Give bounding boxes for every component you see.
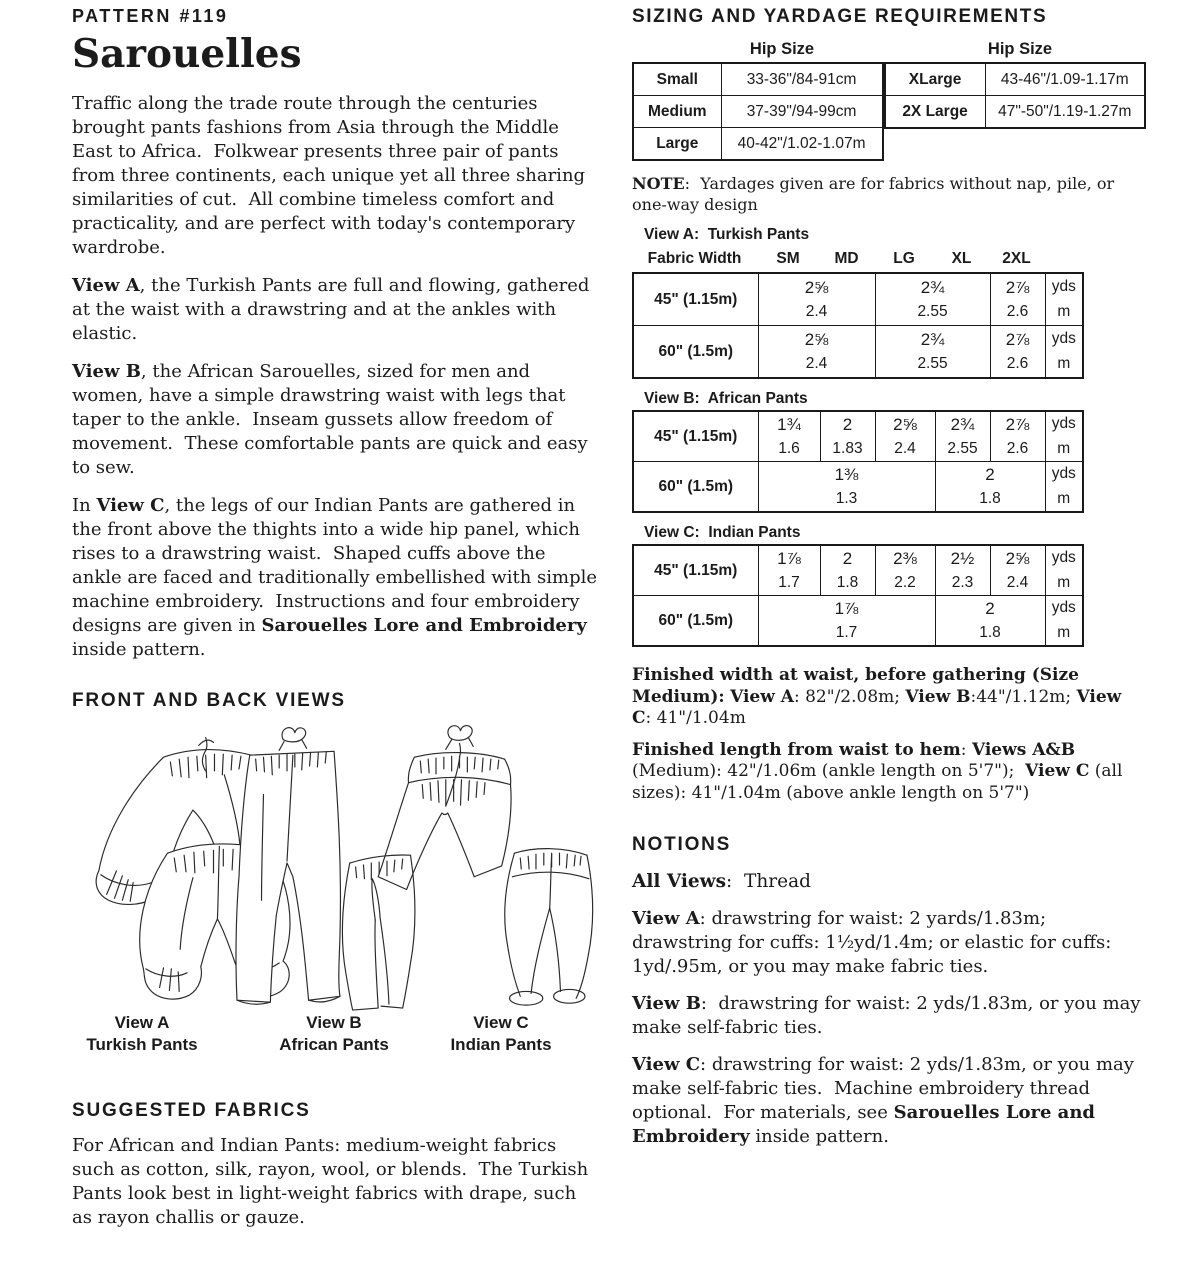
view-c-label: View C Indian Pants [450, 1013, 552, 1054]
notions-all-views: All Views: Thread [632, 871, 811, 892]
unit-cell: yds m [1045, 462, 1083, 513]
unit-cell: yds m [1045, 545, 1083, 596]
drawing-labels [72, 1012, 600, 1056]
notions-view-c: View C: drawstring for waist: 2 yds/1.83m, or you may make self-fabric ties. Machine embroidery thread optional. For materials, see Sarouelles Lore and Embroidery inside pattern. [632, 1054, 1140, 1147]
left-column [72, 6, 603, 1230]
cell-2xl: 2⅞ 2.6 [990, 273, 1045, 326]
hip-size-label-left: Hip Size [749, 40, 815, 58]
view-a-table-title: View A: Turkish Pants [644, 226, 810, 243]
cell-xl: 2½ 2.3 [935, 545, 990, 596]
table-row: Small 33-36"/84-91cm [633, 63, 883, 96]
pattern-number: PATTERN #119 [72, 6, 229, 26]
table-row: 45" (1.15m) 1¾ 1.6 2 1.83 2⅝ 2.4 2¾ 2.55 2⅞ 2.6 yds m [633, 411, 1083, 462]
finished-length-note: Finished length from waist to hem: Views A&B (Medium): 42"/1.06m (ankle length on 5'7"); View C (all sizes): 41"/1.04m (above ankle length on 5'7") [632, 739, 1128, 803]
pants-line-drawing [72, 716, 602, 1012]
hip-size-label-right: Hip Size [987, 40, 1053, 58]
table-row: XLarge 43-46"/1.09-1.17m [885, 63, 1145, 96]
notions-heading: NOTIONS [632, 834, 732, 855]
unit-cell: yds m [1045, 411, 1083, 462]
front-back-views-illustration [72, 716, 600, 1012]
cell-xl-2xl: 2 1.8 [935, 596, 1045, 647]
hip-size-tables [632, 62, 1146, 161]
table-row: 60" (1.5m) 1⅞ 1.7 2 1.8 yds m [633, 596, 1083, 647]
front-back-views-heading: FRONT AND BACK VIEWS [72, 690, 346, 711]
table-row: Medium 37-39"/94-99cm [633, 96, 883, 128]
table-row: Large 40-42"/1.02-1.07m [633, 128, 883, 161]
notions-view-a: View A: drawstring for waist: 2 yards/1.83m; drawstring for cuffs: 1½yd/1.4m; or elastic for cuffs: 1yd/.95m, or you may make fabric ties. [632, 908, 1118, 977]
view-c-yardage-table [632, 544, 1084, 647]
cell-sm-lg: 1⅜ 1.3 [758, 462, 935, 513]
table-row: 60" (1.5m) 2⅝ 2.4 2¾ 2.55 2⅞ 2.6 yds m [633, 326, 1083, 379]
cell-lg: 2⅜ 2.2 [875, 545, 935, 596]
unit-cell: yds m [1045, 326, 1083, 379]
view-b-label: View B African Pants [279, 1013, 389, 1054]
right-column [632, 6, 1146, 1149]
view-a-yardage-table [632, 272, 1084, 379]
unit-cell: yds m [1045, 273, 1083, 326]
view-c-description: In View C, the legs of our Indian Pants are gathered in the front above the thights into a wide hip panel, which rises to a drawstring waist. Shaped cuffs above the ankle are faced and traditionally embellished with simple machine embroidery. Instructions and four embroidery designs are given in Sarouelles Lore and Embroidery inside pattern. [72, 495, 603, 660]
view-b-drawing [236, 728, 415, 1010]
hip-size-table-xlarge-2xlarge [884, 62, 1146, 129]
page-title: Sarouelles [72, 31, 302, 77]
cell-2xl: 2⅝ 2.4 [990, 545, 1045, 596]
cell-2xl: 2⅞ 2.6 [990, 411, 1045, 462]
cell-sm: 1⅞ 1.7 [758, 545, 820, 596]
cell-xl-2xl: 2 1.8 [935, 462, 1045, 513]
hip-size-headers [632, 40, 1146, 62]
suggested-fabrics-text: For African and Indian Pants: medium-weight fabrics such as cotton, silk, rayon, wool, or blends. The Turkish Pants look best in light-weight fabrics with drape, such as rayon challis or gauze. [72, 1135, 594, 1228]
table-row: 45" (1.15m) 2⅝ 2.4 2¾ 2.55 2⅞ 2.6 yds m [633, 273, 1083, 326]
cell-2xl: 2⅞ 2.6 [990, 326, 1045, 379]
cell-sm-md: 2⅝ 2.4 [758, 273, 875, 326]
table-row: 45" (1.15m) 1⅞ 1.7 2 1.8 2⅜ 2.2 2½ 2.3 2⅝ 2.4 yds m [633, 545, 1083, 596]
notions-view-b: View B: drawstring for waist: 2 yds/1.83m, or you may make self-fabric ties. [632, 993, 1147, 1038]
cell-lg: 2⅝ 2.4 [875, 411, 935, 462]
yardage-table-header: Fabric Width SM MD LG XL 2XL [647, 250, 1031, 267]
table-row: 60" (1.5m) 1⅜ 1.3 2 1.8 yds m [633, 462, 1083, 513]
cell-xl: 2¾ 2.55 [935, 411, 990, 462]
view-c-table-title: View C: Indian Pants [644, 524, 801, 541]
cell-sm: 1¾ 1.6 [758, 411, 820, 462]
cell-lg-xl: 2¾ 2.55 [875, 326, 990, 379]
cell-lg-xl: 2¾ 2.55 [875, 273, 990, 326]
table-row: 2X Large 47"-50"/1.19-1.27m [885, 96, 1145, 129]
sizing-heading: SIZING AND YARDAGE REQUIREMENTS [632, 6, 1048, 27]
intro-paragraph: Traffic along the trade route through the centuries brought pants fashions from Asia through the Middle East to Africa. Folkwear presents three pair of pants from three continents, each unique yet all three sharing similarities of cut. All combine timeless comfort and practicality, and are perfect with today's contemporary wardrobe. [72, 93, 591, 258]
view-b-yardage-table [632, 410, 1084, 513]
cell-md: 2 1.8 [820, 545, 875, 596]
cell-sm-md: 2⅝ 2.4 [758, 326, 875, 379]
view-a-description: View A, the Turkish Pants are full and flowing, gathered at the waist with a drawstring and at the ankles with elastic. [72, 275, 596, 344]
hip-size-table-small-large [632, 62, 884, 161]
view-b-description: View B, the African Sarouelles, sized for men and women, have a simple drawstring waist with legs that taper to the ankle. Inseam gussets allow freedom of movement. These comfortable pants are quick and easy to sew. [72, 361, 594, 478]
cell-sm-lg: 1⅞ 1.7 [758, 596, 935, 647]
cell-md: 2 1.83 [820, 411, 875, 462]
finished-width-note: Finished width at waist, before gathering (Size Medium): View A: 82"/2.08m; View B:44"/1.12m; View C: 41"/1.04m [632, 665, 1128, 728]
suggested-fabrics-heading: SUGGESTED FABRICS [72, 1100, 311, 1121]
view-b-table-title: View B: African Pants [644, 390, 808, 407]
unit-cell: yds m [1045, 596, 1083, 647]
yardage-note: NOTE: Yardages given are for fabrics without nap, pile, or one-way design [632, 174, 1120, 214]
view-a-label: View A Turkish Pants [86, 1013, 198, 1054]
